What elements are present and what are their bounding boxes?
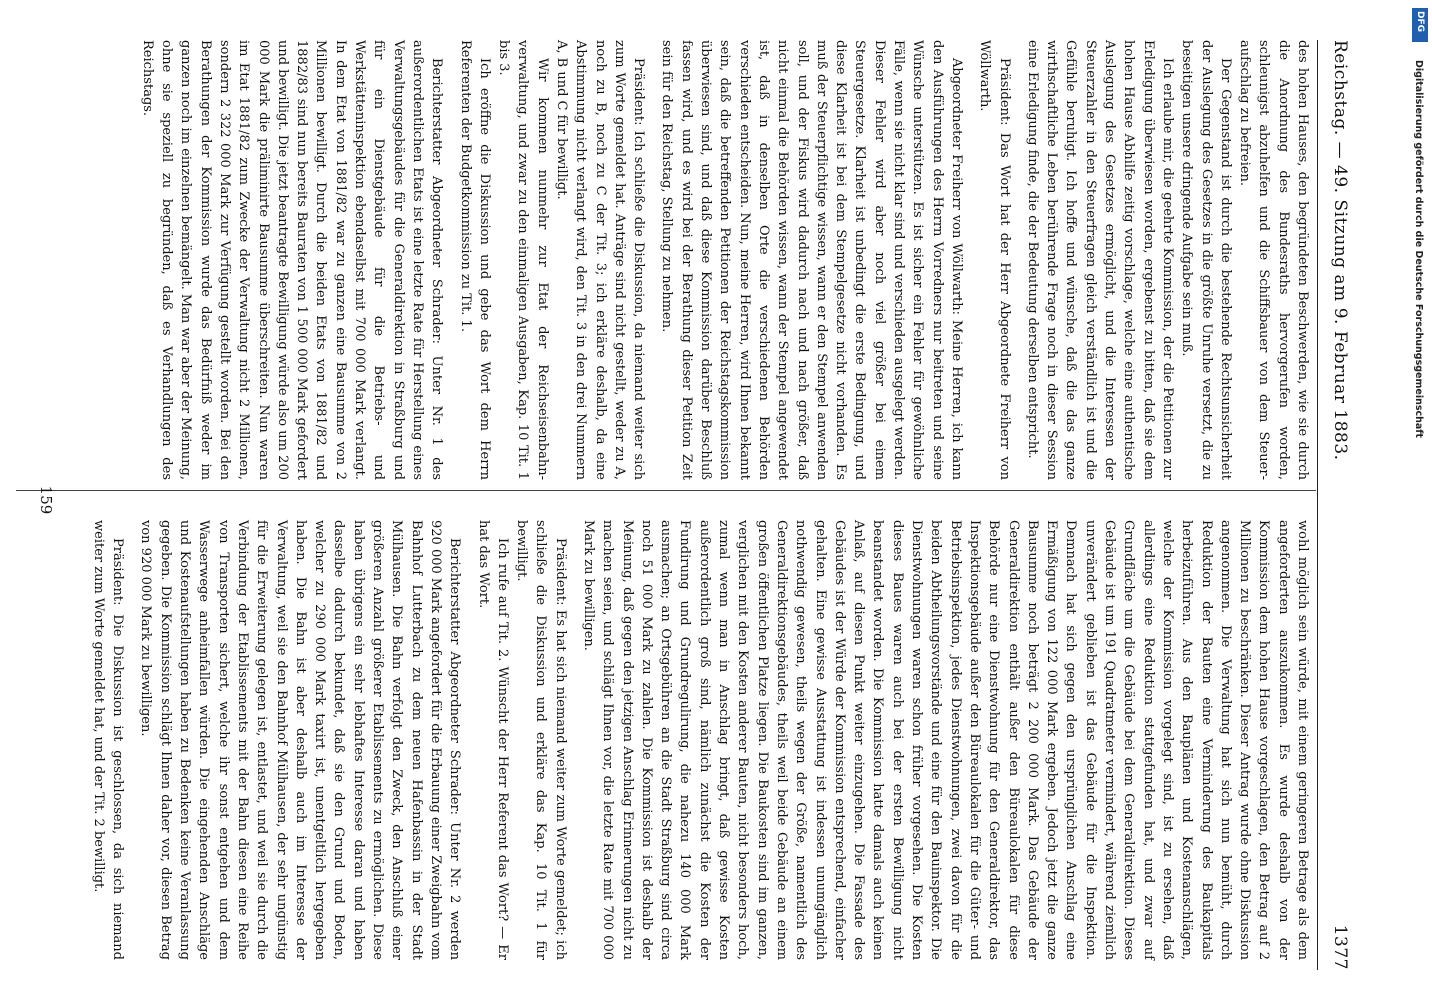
paragraph: Berichterstatter Abgeordneter Schrader: Unter Nr. 2 werden 920 000 Mark angefordert für die Erbauung einer Zweigbahn vom Bahnhof Lutterbach zu dem neuen Hafenbassin in der Stadt Mülhausen. Die Bahn verfolgt den Zweck, den Anschluß einer größeren Anzahl größerer Etablissements zu ermöglichen. Diese haben übrigens ein sehr lebhaftes Interesse daran und haben dasselbe dadurch bekundet, daß sie den Grund und Boden, welcher zu 290 000 Mark taxirt ist, unentgeltlich hergegeben haben. Die Bahn ist aber deshalb auch im Interesse der Verwaltung, weil sie den Bahnhof Mülhausen, der sehr ungünstig für die Erweiterung gelegen ist, entlastet, und weil sie durch die Verbindung der Etablissements mit der Bahn diesen eine Reihe von Transporten sichert, welche ihr sonst entgehen und dem Wasserwege anheimfallen würden. Die eingehenden Anschläge und Kostenaufstellungen haben zu Bedenken keine Veranlassung gegeben. Die Kommission schlägt Ihnen daher vor, diesen Betrag von 920 000 Mark zu bewilligen. (138, 520, 463, 960)
paragraph: Berichterstatter Abgeordneter Schrader: Unter Nr. 1 des außerordentlichen Etats ist eine letzte Rate für Herstellung eines Verwaltungsgebäudes für die Generaldirektion in Straßburg und für ein Dienstgebäude für die Betriebs- und Werkstätteninspektion ebendaselbst mit 700 000 Mark verlangt. In dem Etat von 1881/82 war zu ganzen eine Bausumme von 2 Millionen bewilligt. Durch die beiden Etats von 1881/82 und 1882/83 sind nun bereits Bauraten von 1 500 000 Mark gefordert und bewilligt. Die jetzt beantragte Bewilligung würde also um 200 000 Mark die präliminirte Bausumme überschreiten. Nun waren im Etat 1881/82 zum Zwecke der Verwaltung nicht 2 Millionen, sondern 2 322 000 Mark zur Verfügung gestellt worden. Bei den Berathungen der Kommission wurde das Bedürfniß weder im ganzen noch im einzelnen bemängelt. Man war aber der Meinung, ohne sie speziell zu begründen, daß es Verhandlungen des Reichstags. (139, 40, 445, 480)
paragraph: Der Gegenstand ist durch die bestehende Rechtsunsicherheit der Auslegung des Gesetzes in die größte Unruhe versetzt, die zu beseitigen unsere dringende Aufgabe sein muß. (1179, 40, 1233, 480)
paragraph: Ich erlaube mir, die geehrte Kommission, der die Petitionen zur Erledigung überwiesen worden, ergebenst zu bitten, daß sie dem hohen Hause Abhilfe zeitig vorschlage, welche eine authentische Auslegung des Gesetzes ermöglicht, und die Interessen der Steuerzahler in den Steuerfragen gleich verständlich ist und die Gefühle beruhigt. Ich hoffe und wünsche, daß die das ganze wirthschaftliche Leben berührende Frage noch in dieser Session eine Erledigung finde, die der Bedeutung derselben entspricht. (1024, 40, 1175, 480)
paragraph: Abgeordneter Freiherr von Wöllwarth: Meine Herren, ich kann den Ausführungen des Herrn Vorredners nur beitreten und seine Wünsche unterstützen. Es ist sicher ein Fehler für gewöhnliche Fälle, wenn sie nicht klar sind und verschieden ausgelegt werden. Dieser Fehler wird aber noch viel größer bei einem Steuergesetze. Klarheit ist unbedingt die erste Bedingung, und diese Klarheit ist bei dem Stempelgesetze nicht vorhanden. Es muß der Steuerpflichtige wissen, wann er den Stempel anwenden soll, und der Fiskus wird dadurch nach und nach größer, daß nicht einmal die Behörden wissen, wann der Stempel angewendet ist, daß in denselben Orte die verschiedenen Behörden verschieden entscheiden. Nun, meine Herren, wird Ihnen bekannt sein, daß die betreffenden Petitionen der Reichstagskommission überwiesen sind, und daß diese Kommission darüber Beschluß fassen wird, und es wird bei der Berathung dieser Petition Zeit sein für den Reichstag, Stellung zu nehmen. (659, 40, 964, 480)
page-number: 1377 (1330, 924, 1350, 970)
paragraph: Präsident: Die Diskussion ist geschlossen, da sich niemand weiter zum Worte gemeldet hat, und der Tit. 2 bewilligt. (90, 520, 126, 960)
column-divider (16, 490, 1316, 491)
sheet-number: 159 (37, 485, 55, 515)
paragraph: Präsident: Das Wort hat der Herr Abgeordnete Freiherr von Wöllwarth. (977, 40, 1012, 480)
dfg-logo: DFG (1412, 8, 1428, 42)
paragraph: Präsident: Es hat sich niemand weiter zum Worte gemeldet; ich schließe die Diskussion und erkläre das Kap. 10 Tit. 1 für bewilligt. (514, 520, 568, 960)
header-title: Reichstag. — 49. Sitzung am 9. Februar 1883. (1330, 40, 1350, 461)
left-column (137, 40, 1312, 480)
right-column (89, 520, 1312, 960)
running-header (1322, 40, 1350, 970)
paragraph: Präsident: Ich schließe die Diskussion, da niemand weiter sich zum Worte gemeldet hat. Anträge sind nicht gestellt, weder zu A, noch zu B, noch zu C der Tit. 3; ich erkläre deshalb, da eine Abstimmung nicht verlangt wird, den Tit. 3 in den drei Nummern A, B und C für bewilligt. (554, 40, 647, 480)
header-rule (1317, 40, 1318, 970)
paragraph: Ich eröffne die Diskussion und gebe das Wort dem Herrn Referenten der Budgetkommission zu Tit. 1. (457, 40, 492, 480)
paragraph: Ich rufe auf Tit. 2. Wünscht der Herr Referent das Wort? — Er hat das Wort. (475, 520, 510, 960)
digitization-credit (1410, 10, 1430, 995)
paragraph: des hohen Hauses, den begründeten Beschwerden, wie sie durch die Anordnung des Bundesraths hervorgerufen worden, schleunigst abzuhelfen und die Schiffsbauer von dem Steueraufschlag zu befreien. (1237, 40, 1310, 480)
credit-text: Digitalisierung gefördert durch die Deutsche Forschungsgemeinschaft (1413, 60, 1424, 438)
paragraph: Wir kommen nunmehr zur Etat der Reichseisenbahnverwaltung, und zwar zu den einmaligen Ausgaben, Kap. 10 Tit. 1 bis 3. (496, 40, 550, 480)
paragraph: wohl möglich sein würde, mit einem geringeren Betrage als dem angeforderten auszukommen. Es wurde deshalb von der Kommission dem hohen Hause vorgeschlagen, den Betrag auf 2 Millionen zu beschränken. Dieser Antrag wurde ohne Diskussion angenommen. Die Verwaltung hat sich nun bemüht, durch Reduktion der Bauten eine Verminderung des Baukapitals herbeizuführen. Aus den Bauplänen und Kostenanschlägen, welche der Kommission vorgelegt sind, ist zu ersehen, daß allerdings eine Reduktion stattgefunden hat, und zwar auf Grundfläche um die Gebäude bei dem Generaldirektion. Dieses Gebäude ist um 191 Quadratmeter vermindert, während ziemlich unverändert geblieben ist das Gebäude für die Inspektion. Demnach hat sich gegen den ursprünglichen Anschlag eine Ermäßigung von 122 000 Mark ergeben. Jedoch jetzt die ganze Bausumme noch beträgt 2 200 000 Mark. Das Gebäude der Generaldirektion enthält außer den Büreaulokalen für diese Behörde nur eine Dienstwohnung für den Generaldirektor, das Inspektionsgebäude außer den Büreaulokalen für die Güter- und Betriebsinspektion, jedes Dienstwohnungen, zwei davon für die beiden Abtheilungsvorstände und eine für den Bauinspektor. Die Dienstwohnungen waren schon früher vorgesehen. Die Kosten dieses Baues waren auch bei der ersten Bewilligung nicht beanstandet worden. Die Kommission hatte damals auch keinen Anlaß, auf diesen Punkt weiter einzugehen. Die Fassade des Gebäudes ist der Würde der Kommission entsprechend, einfacher gehalten. Eine gewisse Ausstattung ist indessen unumgänglich nothwendig gewesen, theils wegen der Größe, namentlich des Generaldirektionsgebäudes, theils weil beide Gebäude an einem großen öffentlichen Platze liegen. Die Baukosten sind im ganzen, verglichen mit den Kosten anderer Bauten, nicht besonders hoch, zumal wenn man in Anschlag bringt, daß gewisse Kosten außerordentlich groß sind, nämlich zunächst die Kosten der Fundirung und Grundregulirung, die nahezu 140 000 Mark ausmachen; an Ortsgebühren an die Stadt Straßburg sind circa noch 51 000 Mark zu zahlen. Die Kommission ist deshalb der Meinung, daß gegen den jetzigen Anschlag Erinnerungen nicht zu machen seien, und schlägt Ihnen vor, die letzte Rate mit 700 000 Mark zu bewilligen. (581, 520, 1310, 960)
